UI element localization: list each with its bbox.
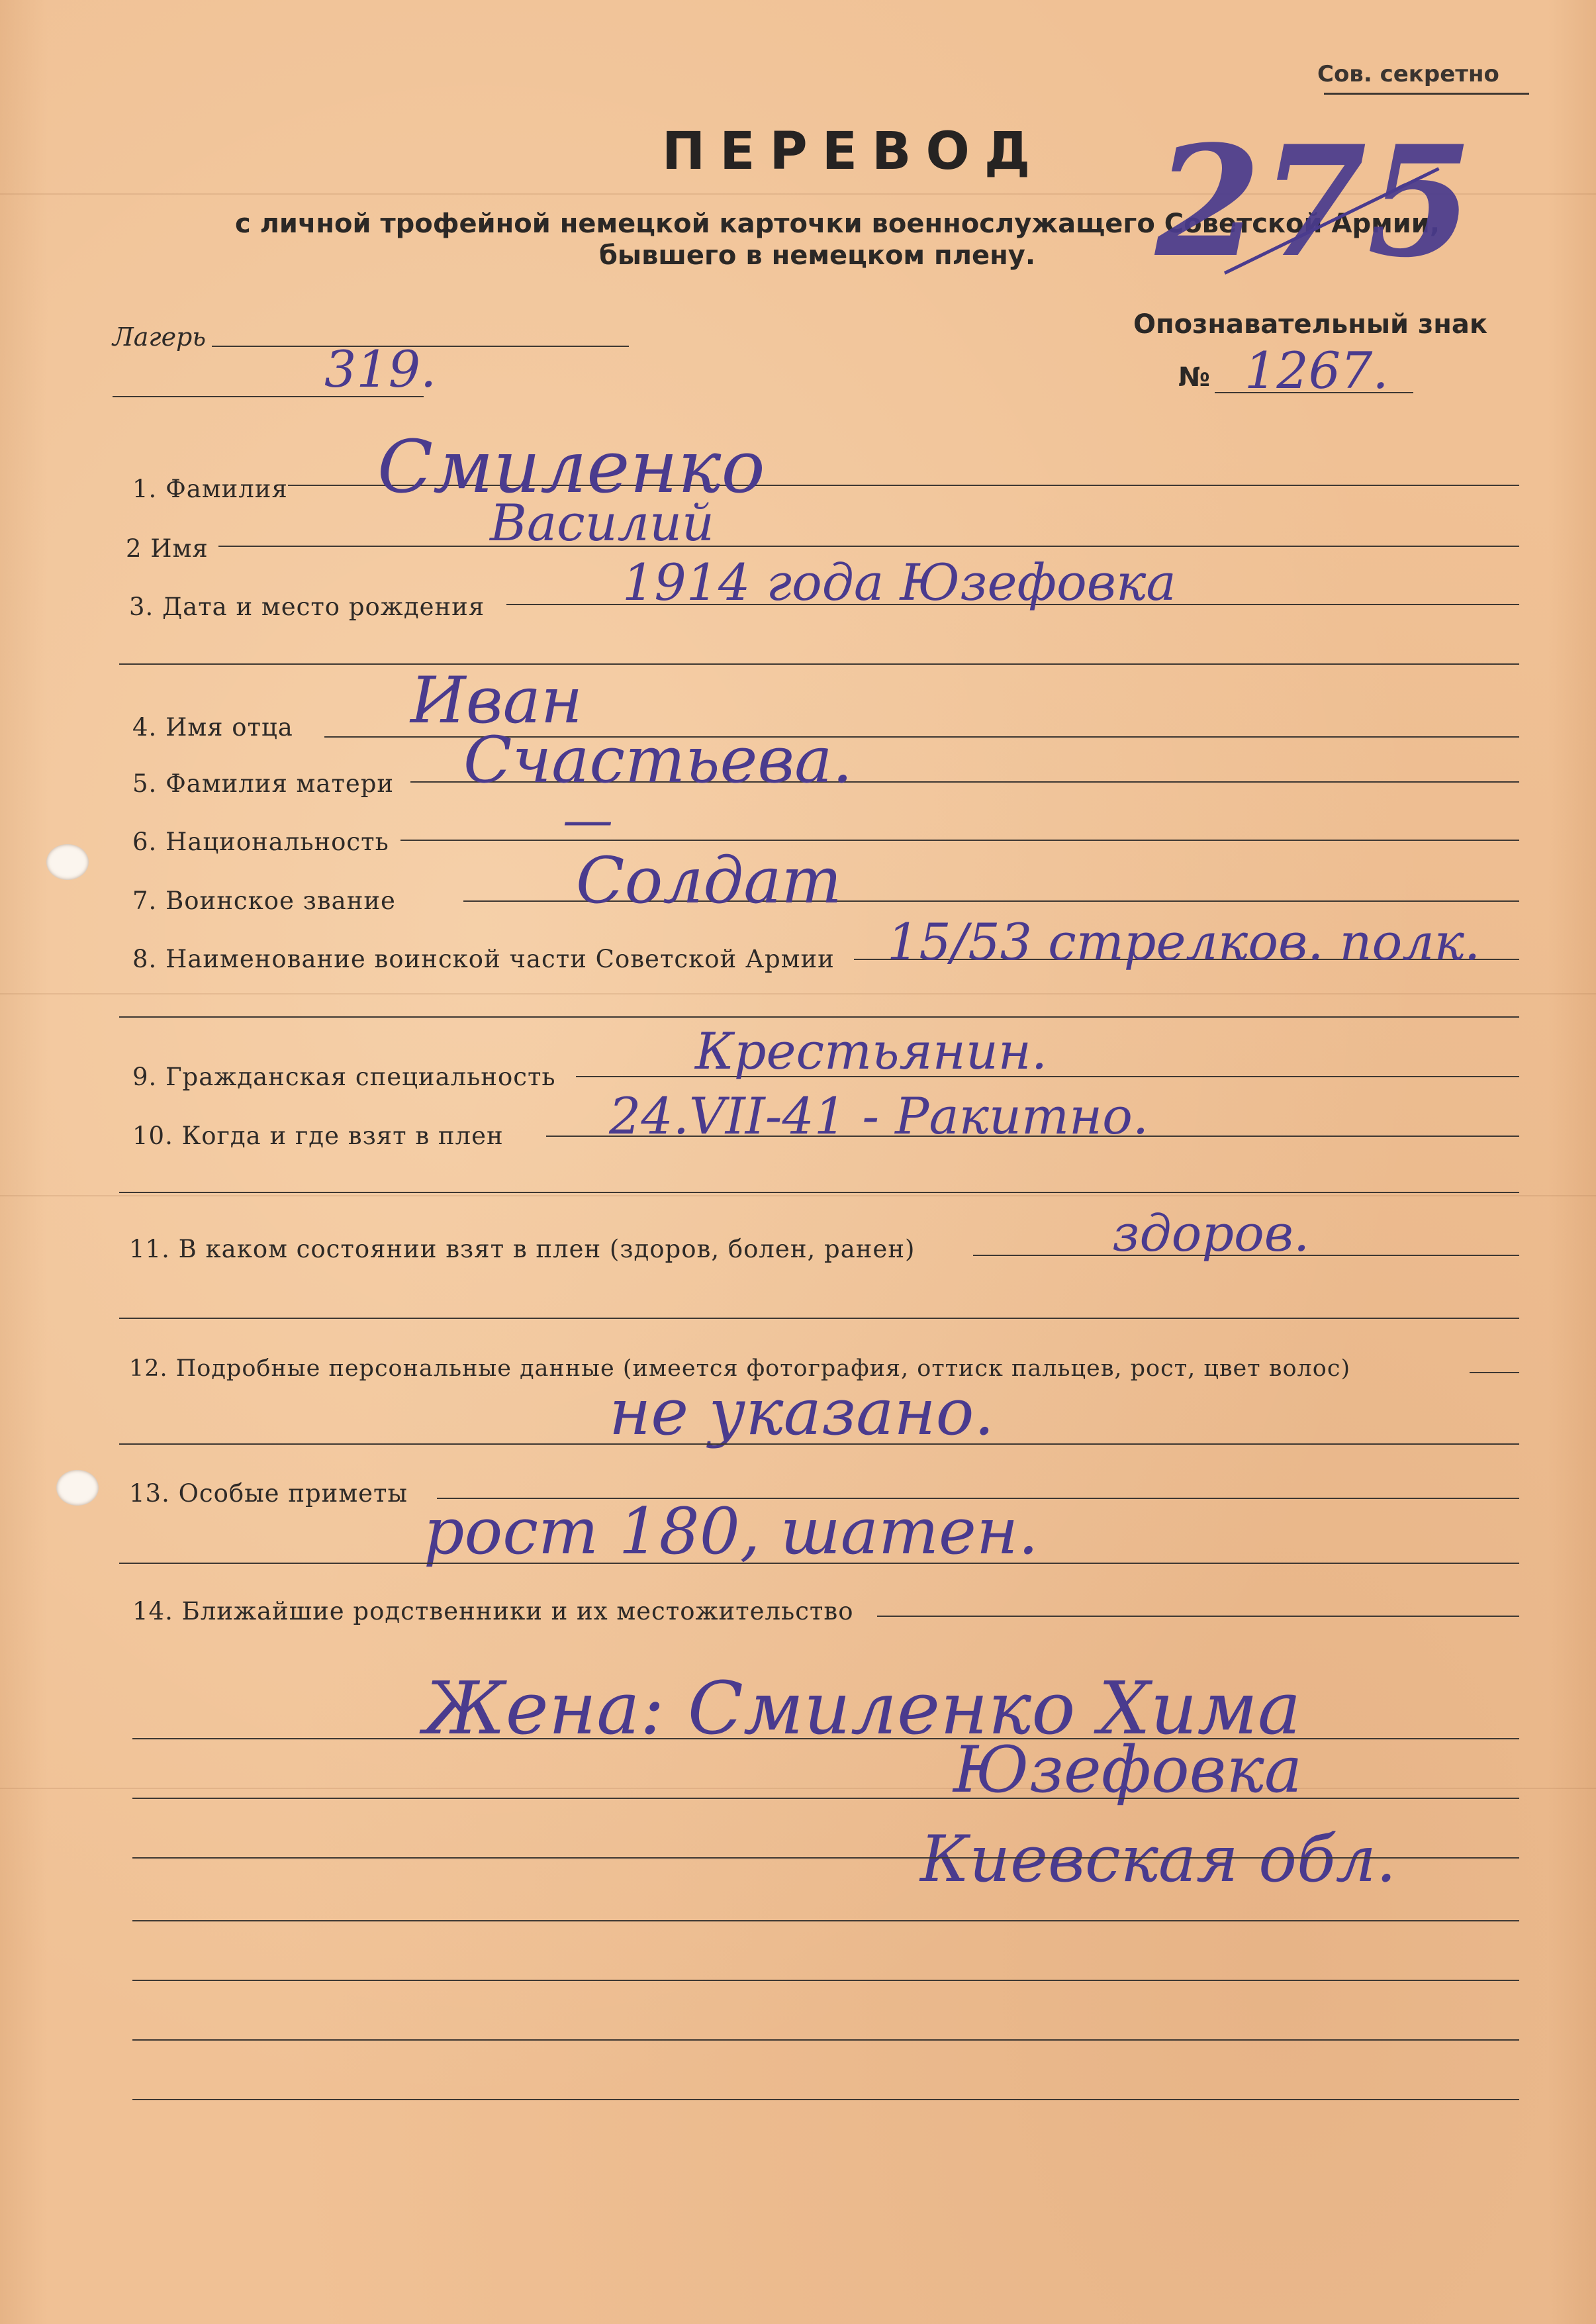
field-value-name: Василий [490,493,714,552]
field-value-surname: Смиленко [377,424,765,509]
field-line [132,2099,1519,2100]
field-line [877,1616,1519,1617]
field-label-father: 4. Имя отца [132,713,293,742]
field-value-relatives-line2: Юзефовка [953,1733,1303,1807]
field-line [119,663,1519,665]
field-label-captured: 10. Когда и где взят в плен [132,1122,504,1150]
field-label-surname: 1. Фамилия [132,475,288,503]
field-value-father: Иван [410,663,583,738]
field-label-profession: 9. Гражданская специальность [132,1063,556,1091]
field-line [132,2039,1519,2041]
camp-value: 319. [324,340,437,399]
stamp-underline [1324,93,1529,95]
field-label-relatives: 14. Ближайшие родственники и их местожительство [132,1597,854,1625]
field-label-name: 2 Имя [126,534,209,563]
field-label-mother: 5. Фамилия матери [132,769,395,798]
field-line [119,1192,1519,1193]
id-tag-number-sign: № [1178,362,1211,393]
id-tag-value: 1267. [1244,341,1389,400]
field-line [132,1857,1519,1859]
field-line [132,1738,1519,1739]
paper-fold [0,993,1596,994]
field-label-rank: 7. Воинское звание [132,887,396,915]
field-line [119,1016,1519,1018]
classification-stamp: Сов. секретно [1317,61,1499,87]
document-subtitle: с личной трофейной немецкой карточки военнослужащего Советской Армии, [235,209,1440,239]
field-value-captured: 24.VII-41 - Ракитно. [609,1087,1149,1145]
id-tag-label: Опознавательный знак [1133,309,1487,340]
field-label-birth: 3. Дата и место рождения [129,593,485,621]
field-line [119,1318,1519,1319]
archive-number: 275 [1155,113,1474,291]
field-label-nationality: 6. Национальность [132,828,389,856]
punch-hole [56,1470,99,1506]
field-line [132,1980,1519,1981]
paper-fold [0,1195,1596,1196]
field-line [1470,1372,1519,1373]
field-value-birth: 1914 года Юзефовка [622,553,1176,612]
document-title: ПЕРЕВОД [662,122,1045,181]
field-value-nationality: — [563,790,613,849]
document-subtitle: бывшего в немецком плену. [599,240,1036,271]
field-label-condition: 11. В каком состоянии взят в плен (здоров, болен, ранен) [129,1235,915,1263]
field-line [132,1798,1519,1799]
field-value-profession: Крестьянин. [695,1022,1047,1081]
camp-line [113,396,424,397]
field-value-unit: 15/53 стрелков. полк. [887,912,1481,971]
field-line [132,1920,1519,1921]
camp-label: Лагерь [113,322,207,352]
paper-fold [0,1788,1596,1789]
field-label-personal-data: 12. Подробные персональные данные (имеется фотография, оттиск пальцев, рост, цвет волос) [129,1355,1351,1382]
field-value-rank: Солдат [576,844,842,918]
punch-hole [46,844,89,880]
field-value-relatives-line1: Жена: Смиленко Хима [424,1666,1301,1751]
field-line [119,1443,1519,1445]
field-label-unit: 8. Наименование воинской части Советской Армии [132,945,835,973]
field-value-personal-data: не указано. [609,1375,994,1449]
field-line [119,1563,1519,1564]
field-value-marks: рост 180, шатен. [424,1494,1039,1569]
field-label-marks: 13. Особые приметы [129,1479,408,1508]
field-value-condition: здоров. [1112,1204,1310,1263]
field-value-mother: Счастьева. [463,723,853,797]
field-value-relatives-line3: Киевская обл. [920,1822,1397,1896]
field-line [218,546,1519,547]
